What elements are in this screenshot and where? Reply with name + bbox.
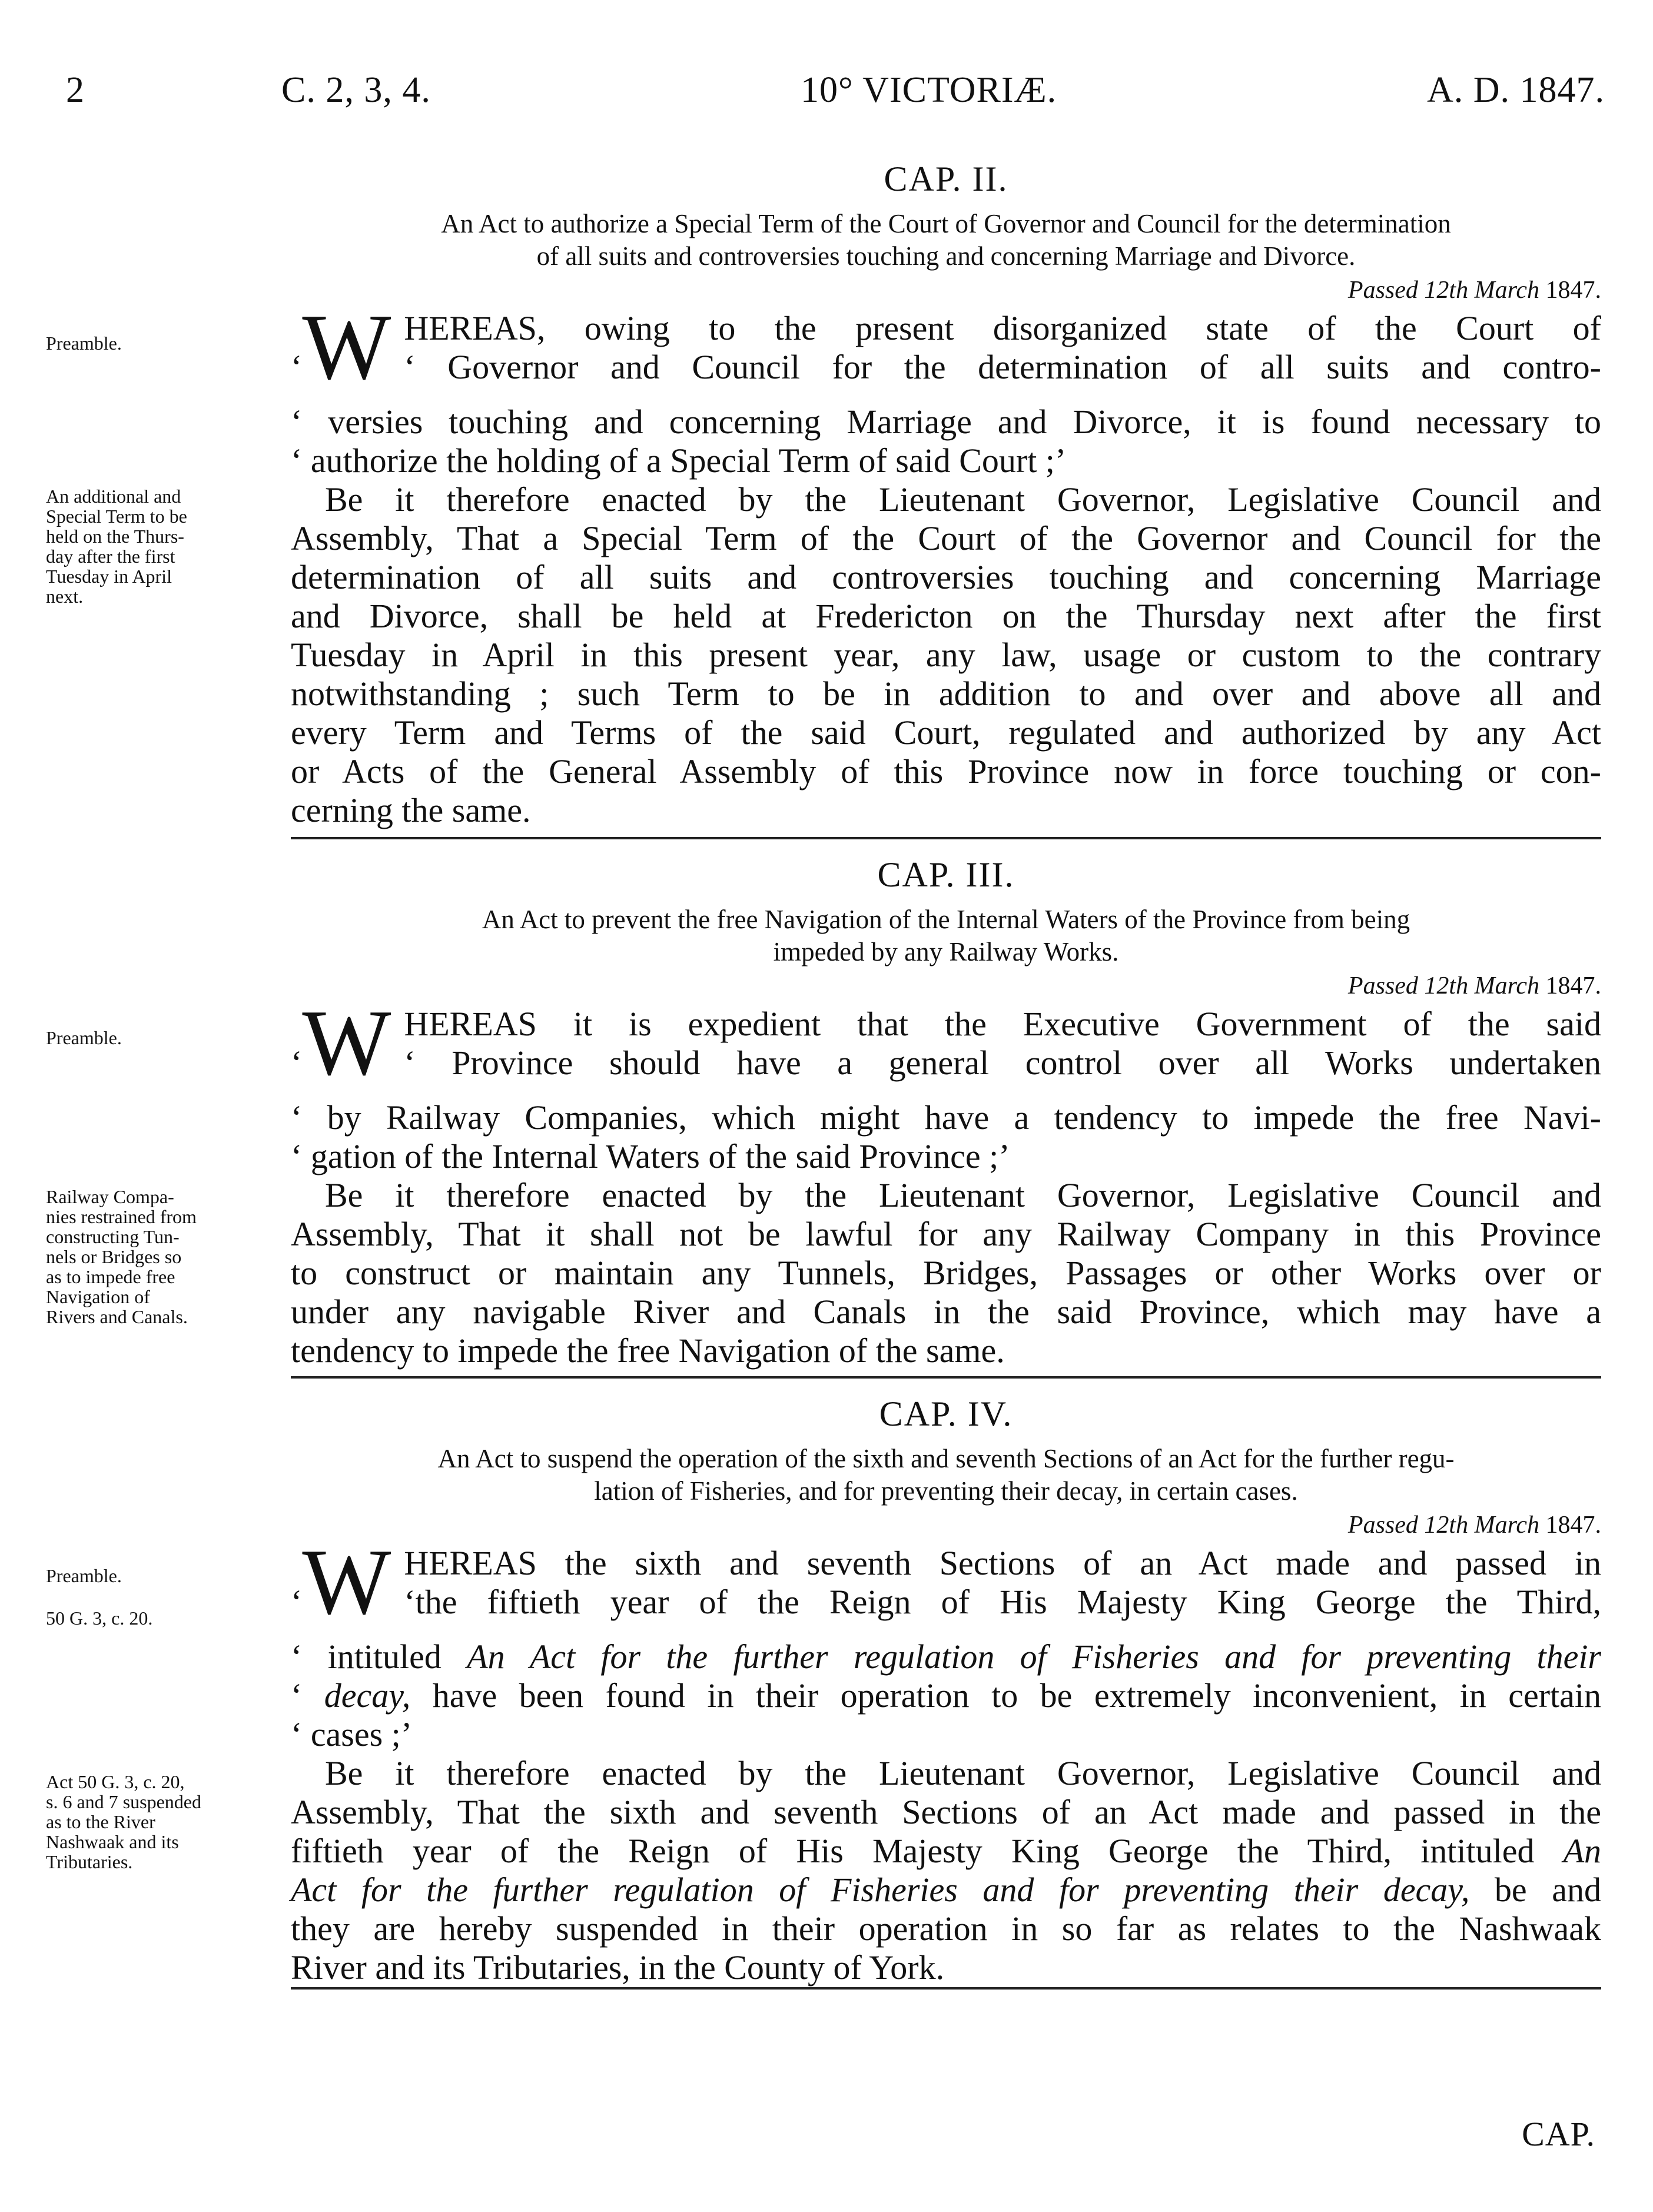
cap2-enact-line: and Divorce, shall be held at Fredericton on the Thursday next after the first [291,597,1601,635]
cap2-passed-label: Passed 12th March [1347,277,1539,304]
cap3-enact-line: under any navigable River and Canals in the said Province, which may have a [291,1293,1601,1331]
margin-note-line: held on the Thurs- [46,526,184,547]
cap2-section [291,159,1601,830]
margin-note-line: Rivers and Canals. [46,1306,188,1327]
cap3-enact-line: tendency to impede the free Navigation of the same. [291,1331,1005,1370]
section-divider [291,837,1601,839]
cap3-passed-year: 1847. [1545,972,1601,999]
cap2-enactment [291,480,1601,830]
cap4-passed-date [291,1511,1601,1539]
year-label: A. D. 1847. [1426,70,1605,110]
cap2-enact-line: notwithstanding ; such Term to be in addition to and over and above all and [291,675,1601,713]
cap4-enact-line: River and its Tributaries, in the County of York. [291,1948,945,1987]
cap2-margin-preamble: Preamble. [46,333,122,354]
cap2-passed-year: 1847. [1545,277,1601,304]
cap4-preamble [291,1529,1601,1754]
italic-act-title: decay, [324,1676,411,1715]
cap2-heading: CAP. II. [884,160,1008,198]
cap3-title-line1: An Act to prevent the free Navigation of the Internal Waters of the Province from being [482,905,1410,934]
margin-note-line: Navigation of [46,1286,150,1307]
cap4-enact-line: Assembly, That the sixth and seventh Sections of an Act made and passed in the [291,1793,1601,1831]
cap4-enactment [291,1754,1601,1987]
page-number: 2 [66,70,85,110]
cap2-preamble-line: ‘ Governor and Council for the determination of all suits and contro- [404,348,1601,386]
cap4-title-line1: An Act to suspend the operation of the sixth and seventh Sections of an Act for the further regu- [437,1444,1455,1473]
cap4-section [291,1394,1601,1987]
margin-note-line: as to the River [46,1811,155,1832]
cap2-passed-date [291,276,1601,304]
cap2-title-line1: An Act to authorize a Special Term of the Court of Governor and Council for the determination [441,209,1451,238]
margin-note-line: Tuesday in April [46,566,172,587]
text-run: ‘ intituled [291,1638,467,1676]
cap4-preamble-line: ‘the fiftieth year of the Reign of His Majesty King George the Third, [404,1583,1601,1621]
cap3-act-title [291,904,1601,968]
margin-note-line: nels or Bridges so [46,1246,182,1267]
cap2-initial-letter: W [302,294,391,399]
margin-note-line: constructing Tun- [46,1226,180,1247]
cap4-margin-preamble: Preamble. [46,1565,122,1586]
cap4-title-line2: lation of Fisheries, and for preventing their decay, in certain cases. [594,1476,1298,1506]
margin-note-line: Nashwaak and its [46,1831,179,1852]
cap3-margin-note [46,1187,258,1327]
italic-act-title: Act for the further regulation of Fisheries and for preventing their decay, [291,1871,1470,1909]
catchword: CAP. [1522,2115,1595,2153]
margin-note-line: day after the first [46,546,175,567]
cap3-preamble [291,990,1601,1176]
cap4-drop-initial [291,1529,391,1638]
cap2-preamble-line: ‘ versies touching and concerning Marriage and Divorce, it is found necessary to [291,403,1601,441]
cap2-enact-line: or Acts of the General Assembly of this Province now in force touching or con- [291,752,1601,791]
cap4-open-quote: ‘ [291,1583,303,1621]
text-run: ‘ [291,1676,324,1715]
cap4-enact-line [291,1832,1601,1871]
cap4-preamble-line: ‘ cases ;’ [291,1715,413,1753]
cap3-passed-date [291,972,1601,1000]
cap2-preamble [291,294,1601,480]
cap3-enact-line: Be it therefore enacted by the Lieutenant Governor, Legislative Council and [325,1176,1601,1214]
margin-note-line: as to impede free [46,1266,175,1287]
cap3-open-quote: ‘ [291,1044,303,1082]
reign-title: 10° VICTORIÆ. [801,70,1057,110]
section-divider [291,1987,1601,1990]
text-run: have been found in their operation to be extremely inconvenient, in certain [410,1676,1601,1715]
cap3-margin-preamble: Preamble. [46,1027,122,1048]
margin-note-line: nies restrained from [46,1206,197,1227]
section-divider [291,1376,1601,1379]
cap4-passed-label: Passed 12th March [1347,1512,1539,1539]
cap2-preamble-line: ‘ authorize the holding of a Special Term of said Court ;’ [291,441,1067,480]
cap4-preamble-line: HEREAS the sixth and seventh Sections of an Act made and passed in [404,1544,1601,1582]
cap3-heading: CAP. III. [877,855,1015,894]
cap4-act-title [291,1443,1601,1507]
cap2-enact-line: cerning the same. [291,791,531,829]
cap3-passed-label: Passed 12th March [1347,972,1539,999]
cap4-enact-line: they are hereby suspended in their operation in so far as relates to the Nashwaak [291,1909,1601,1948]
margin-note-line: Act 50 G. 3, c. 20, [46,1771,185,1792]
cap4-passed-year: 1847. [1545,1512,1601,1539]
cap2-preamble-line: HEREAS, owing to the present disorganized state of the Court of [404,309,1601,347]
cap2-enact-line: Tuesday in April in this present year, any law, usage or custom to the contrary [291,636,1601,674]
italic-act-title: An [1563,1832,1601,1870]
margin-note-line: Tributaries. [46,1851,133,1872]
cap3-enact-line: Assembly, That it shall not be lawful for any Railway Company in this Province [291,1215,1601,1253]
cap3-title-line2: impeded by any Railway Works. [773,937,1119,966]
cap4-heading: CAP. IV. [879,1394,1013,1433]
cap4-margin-reference: 50 G. 3, c. 20. [46,1607,153,1629]
margin-note-line: Special Term to be [46,506,187,527]
cap2-title-line2: of all suits and controversies touching and concerning Marriage and Divorce. [536,241,1356,271]
cap2-open-quote: ‘ [291,348,303,386]
cap3-preamble-line: ‘ by Railway Companies, which might have a tendency to impede the free Navi- [291,1098,1601,1137]
cap4-preamble-line [291,1676,1601,1715]
cap2-enact-line: determination of all suits and controversies touching and concerning Marriage [291,558,1601,596]
cap2-drop-initial [291,294,391,403]
cap4-initial-letter: W [302,1529,391,1634]
chapter-range: C. 2, 3, 4. [281,70,431,110]
cap3-drop-initial [291,990,391,1098]
cap3-preamble-line: ‘ gation of the Internal Waters of the said Province ;’ [291,1137,1010,1175]
margin-note-line: next. [46,586,84,607]
cap2-enact-line: Be it therefore enacted by the Lieutenant Governor, Legislative Council and [325,480,1601,519]
cap3-enact-line: to construct or maintain any Tunnels, Bridges, Passages or other Works over or [291,1254,1601,1292]
margin-note-line: s. 6 and 7 suspended [46,1791,201,1812]
cap2-act-title [291,208,1601,273]
cap3-enactment [291,1176,1601,1370]
cap3-preamble-line: ‘ Province should have a general control over all Works undertaken [404,1044,1601,1082]
cap3-preamble-line: HEREAS it is expedient that the Executive Government of the said [404,1005,1601,1043]
margin-note-line: Railway Compa- [46,1186,174,1207]
cap2-margin-note [46,486,258,606]
italic-act-title: An Act for the further regulation of Fisheries and for preventing their [467,1638,1601,1676]
cap2-enact-line: Assembly, That a Special Term of the Court of the Governor and Council for the [291,519,1601,557]
cap4-enact-line: Be it therefore enacted by the Lieutenant Governor, Legislative Council and [325,1754,1601,1792]
cap4-margin-note [46,1772,258,1872]
cap3-section [291,855,1601,1370]
cap2-enact-line: every Term and Terms of the said Court, regulated and authorized by any Act [291,713,1601,752]
margin-note-line: An additional and [46,486,181,507]
text-run: be and [1469,1871,1601,1909]
cap4-preamble-line [291,1638,1601,1676]
text-run: fiftieth year of the Reign of His Majesty King George the Third, intituled [291,1832,1564,1870]
cap3-initial-letter: W [302,990,391,1095]
cap4-enact-line [291,1871,1601,1909]
